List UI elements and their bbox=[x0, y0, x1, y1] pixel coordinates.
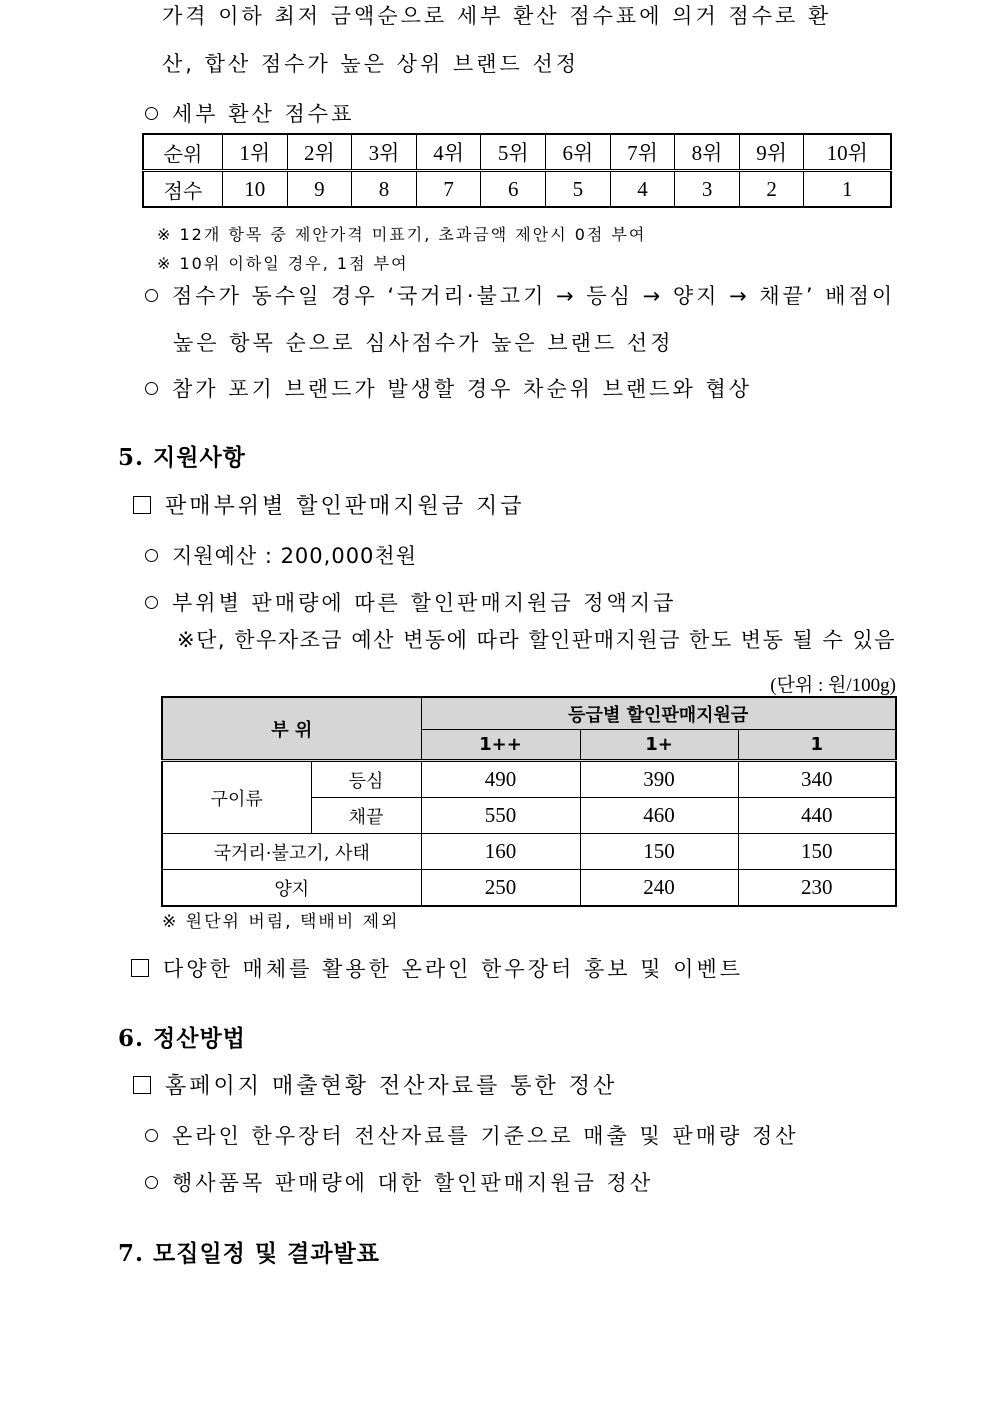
circle-bullet-icon bbox=[145, 107, 158, 120]
section-6-bullet-1-text: 온라인 한우장터 전산자료를 기준으로 매출 및 판매량 정산 bbox=[172, 1124, 799, 1148]
rank-cell: 6위 bbox=[546, 134, 611, 171]
section-6-item-1 bbox=[133, 1069, 617, 1100]
score-table-title-text: 세부 환산 점수표 bbox=[172, 102, 355, 126]
intro-line-1: 가격 이하 최저 금액순으로 세부 환산 점수표에 의거 점수로 환 bbox=[162, 4, 832, 28]
score-cell: 2 bbox=[739, 171, 804, 208]
score-cell: 7 bbox=[416, 171, 481, 208]
part-name: 양지 bbox=[162, 870, 421, 907]
score-cell: 8 bbox=[352, 171, 417, 208]
fixed-payment-text: 부위별 판매량에 따른 할인판매지원금 정액지급 bbox=[172, 591, 677, 615]
score-table-score-row bbox=[143, 171, 891, 208]
grade-header-1p: 1+ bbox=[580, 730, 738, 761]
value-cell: 390 bbox=[580, 761, 738, 798]
score-cell: 9 bbox=[287, 171, 352, 208]
dropout-rule bbox=[145, 373, 752, 403]
support-table-header-row-1 bbox=[162, 697, 896, 730]
rank-cell: 3위 bbox=[352, 134, 417, 171]
circle-bullet-icon bbox=[145, 289, 158, 302]
budget-text: 지원예산 : 200,000천원 bbox=[172, 544, 417, 568]
support-row-yangji bbox=[162, 870, 896, 907]
value-cell: 160 bbox=[421, 834, 580, 870]
value-cell: 150 bbox=[738, 834, 896, 870]
section-7-heading: 7. 모집일정 및 결과발표 bbox=[118, 1240, 380, 1267]
value-cell: 230 bbox=[738, 870, 896, 907]
section-5-item-1-title: 판매부위별 할인판매지원금 지급 bbox=[165, 494, 525, 519]
unit-label: (단위 : 원/100g) bbox=[770, 675, 896, 696]
section-5-item-1 bbox=[133, 489, 525, 520]
circle-bullet-icon bbox=[145, 596, 158, 609]
section-6-bullet-1 bbox=[145, 1120, 799, 1150]
rank-cell: 8위 bbox=[675, 134, 740, 171]
section-6-item-1-title: 홈페이지 매출현황 전산자료를 통한 정산 bbox=[165, 1074, 618, 1099]
section-5-item-2-title: 다양한 매체를 활용한 온라인 한우장터 홍보 및 이벤트 bbox=[163, 957, 744, 981]
support-row-gukgeori bbox=[162, 834, 896, 870]
group-label-gui: 구이류 bbox=[162, 761, 311, 834]
score-table bbox=[142, 133, 892, 208]
square-bullet-icon bbox=[131, 959, 149, 977]
part-name: 채끝 bbox=[311, 798, 421, 834]
tie-rule bbox=[145, 280, 895, 310]
rank-label: 순위 bbox=[143, 134, 223, 171]
score-label: 점수 bbox=[143, 171, 223, 208]
rank-cell: 4위 bbox=[416, 134, 481, 171]
support-table-footnote: ※ 원단위 버림, 택배비 제외 bbox=[162, 912, 400, 932]
tie-rule-line-2: 높은 항목 순으로 심사점수가 높은 브랜드 선정 bbox=[173, 331, 674, 355]
section-6-bullet-2-text: 행사품목 판매량에 대한 할인판매지원금 정산 bbox=[172, 1171, 654, 1195]
rank-cell: 10위 bbox=[804, 134, 891, 171]
grade-group-header: 등급별 할인판매지원금 bbox=[421, 697, 896, 730]
value-cell: 340 bbox=[738, 761, 896, 798]
value-cell: 250 bbox=[421, 870, 580, 907]
budget-line bbox=[145, 540, 417, 570]
square-bullet-icon bbox=[133, 1076, 151, 1094]
value-cell: 150 bbox=[580, 834, 738, 870]
part-name: 국거리·불고기, 사태 bbox=[162, 834, 421, 870]
grade-header-1: 1 bbox=[738, 730, 896, 761]
score-note-1: ※ 12개 항목 중 제안가격 미표기, 초과금액 제안시 0점 부여 bbox=[157, 225, 647, 244]
value-cell: 550 bbox=[421, 798, 580, 834]
fixed-payment-line bbox=[145, 587, 676, 617]
circle-bullet-icon bbox=[145, 1129, 158, 1142]
circle-bullet-icon bbox=[145, 382, 158, 395]
square-bullet-icon bbox=[133, 496, 151, 514]
section-5-heading: 5. 지원사항 bbox=[118, 444, 246, 471]
rank-cell: 7위 bbox=[610, 134, 675, 171]
dropout-rule-text: 참가 포기 브랜드가 발생할 경우 차순위 브랜드와 협상 bbox=[172, 377, 753, 401]
score-table-rank-row bbox=[143, 134, 891, 171]
rank-cell: 5위 bbox=[481, 134, 546, 171]
score-cell: 1 bbox=[804, 171, 891, 208]
rank-cell: 2위 bbox=[287, 134, 352, 171]
budget-change-note: ※단, 한우자조금 예산 변동에 따라 할인판매지원금 한도 변동 될 수 있음 bbox=[177, 628, 897, 652]
score-cell: 5 bbox=[546, 171, 611, 208]
score-cell: 3 bbox=[675, 171, 740, 208]
value-cell: 490 bbox=[421, 761, 580, 798]
value-cell: 460 bbox=[580, 798, 738, 834]
score-cell: 10 bbox=[223, 171, 288, 208]
section-6-heading: 6. 정산방법 bbox=[118, 1025, 246, 1052]
circle-bullet-icon bbox=[145, 1176, 158, 1189]
section-5-item-2 bbox=[131, 953, 743, 983]
score-cell: 6 bbox=[481, 171, 546, 208]
grade-header-1pp: 1++ bbox=[421, 730, 580, 761]
tie-rule-line-1: 점수가 동수일 경우 ‘국거리·불고기 → 등심 → 양지 → 채끝’ 배점이 bbox=[172, 284, 896, 308]
value-cell: 440 bbox=[738, 798, 896, 834]
part-column-header: 부 위 bbox=[162, 697, 421, 761]
score-note-2: ※ 10위 이하일 경우, 1점 부여 bbox=[157, 254, 409, 273]
rank-cell: 1위 bbox=[223, 134, 288, 171]
score-table-title bbox=[145, 98, 354, 128]
intro-line-2: 산, 합산 점수가 높은 상위 브랜드 선정 bbox=[162, 52, 580, 76]
section-6-bullet-2 bbox=[145, 1167, 653, 1197]
rank-cell: 9위 bbox=[739, 134, 804, 171]
support-row-deungsim bbox=[162, 761, 896, 798]
part-name: 등심 bbox=[311, 761, 421, 798]
value-cell: 240 bbox=[580, 870, 738, 907]
circle-bullet-icon bbox=[145, 549, 158, 562]
score-cell: 4 bbox=[610, 171, 675, 208]
support-table bbox=[161, 696, 897, 907]
